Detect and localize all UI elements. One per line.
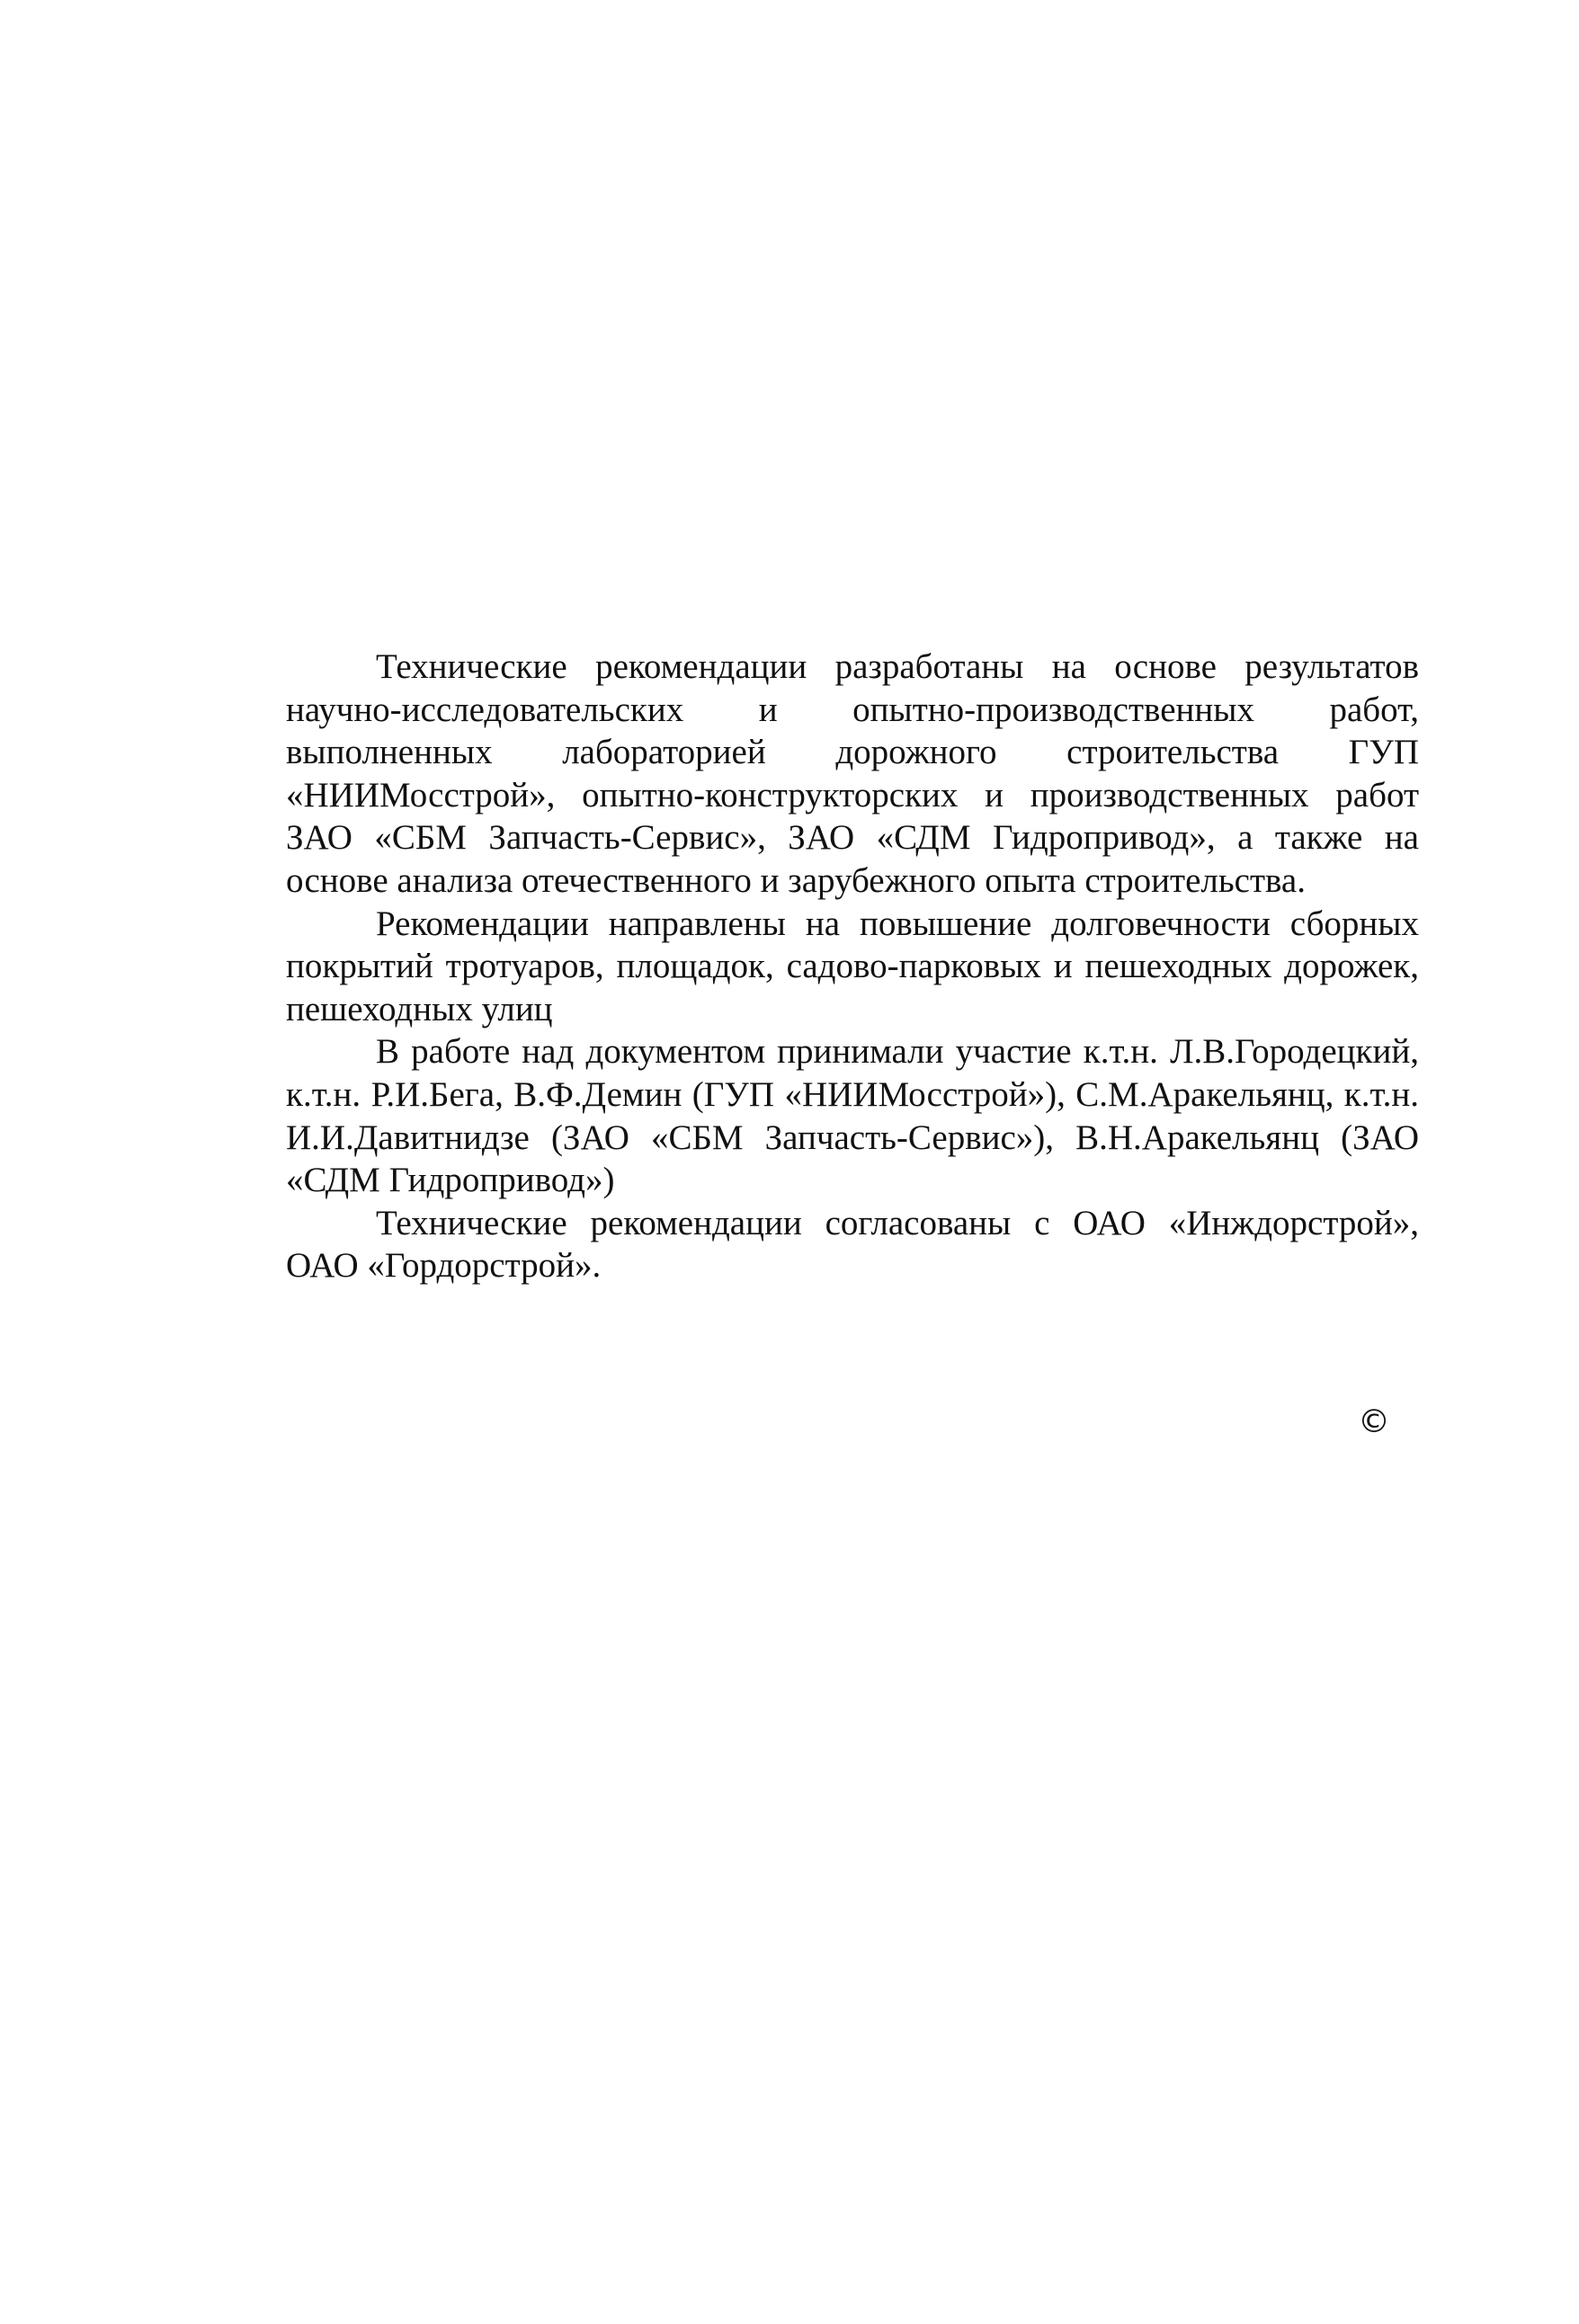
paragraph-authors: В работе над документом принимали участие к.т.н. Л.В.Городецкий, к.т.н. Р.И.Бега, В.Ф.Демин (ГУП «НИИМосстрой»), С.М.Аракельянц, к.т.н. И.И.Давитнидзе (ЗАО «СБМ Запчасть-Сервис»), В.Н.Аракельянц (ЗАО «СДМ Гидропривод») <box>286 1032 1419 1200</box>
preface-text-block <box>286 646 1419 1287</box>
paragraph-approval: Технические рекомендации согласованы с ОАО «Инждорстрой», ОАО «Гордорстрой». <box>286 1203 1419 1286</box>
paragraph-development-basis: Технические рекомендации разработаны на основе результатов научно-исследовательских и опытно-производственных работ, выполненных лабораторией дорожного строительства ГУП «НИИМосстрой», опытно-конструкторских и производственных работ ЗАО «СБМ Запчасть-Сервис», ЗАО «СДМ Гидропривод», а также на основе анализа отечественного и зарубежного опыта строительства. <box>286 647 1419 900</box>
paragraph-purpose: Рекомендации направлены на повышение долговечности сборных покрытий тротуаров, площадок, садово-парковых и пешеходных дорожек, пешеходных улиц <box>286 904 1419 1028</box>
copyright-icon: © <box>1358 1403 1390 1440</box>
